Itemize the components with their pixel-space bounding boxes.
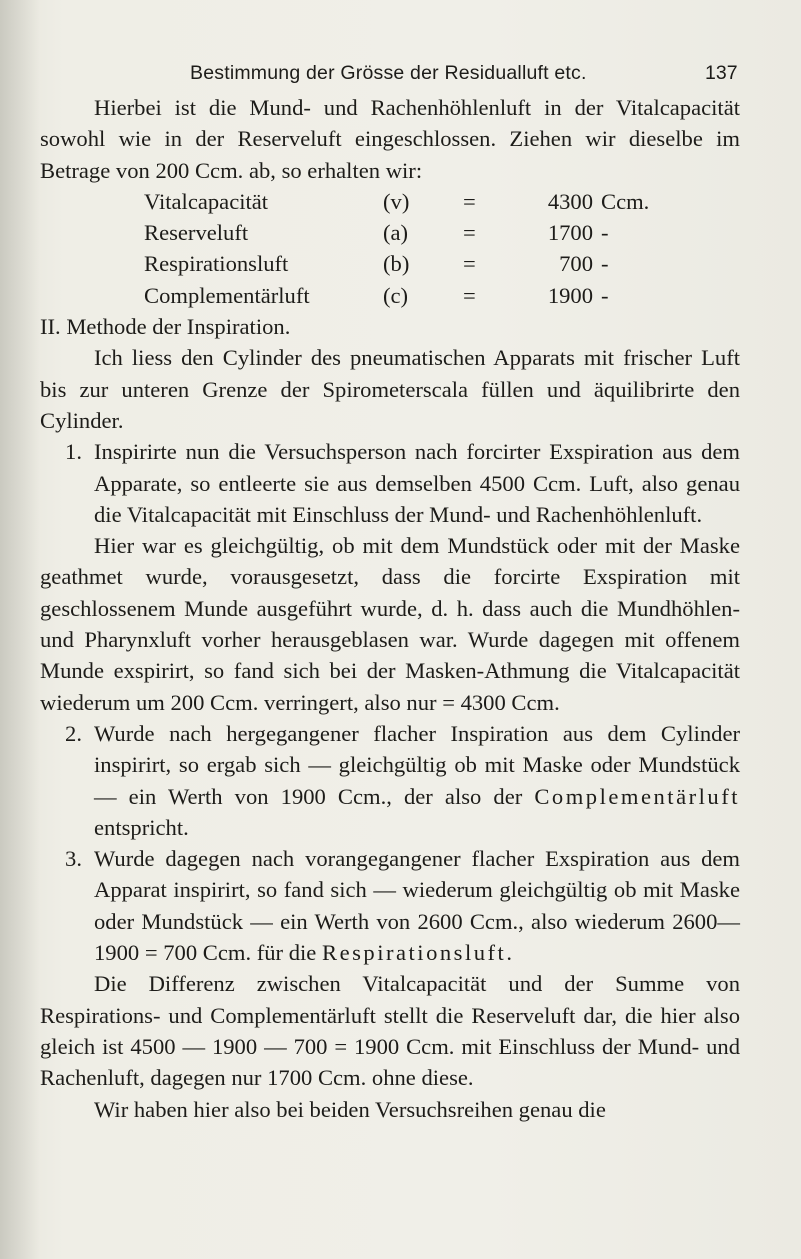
quantity-symbol: (a) <box>383 220 409 246</box>
item-number: 2. <box>65 720 82 746</box>
quantity-unit: - <box>601 251 609 277</box>
quantity-value: 1900 <box>547 282 593 308</box>
table-row <box>40 280 740 311</box>
running-title: Bestimmung der Grösse der Residualluft etc. <box>190 62 587 84</box>
item-text <box>94 843 740 968</box>
table-row <box>40 217 740 248</box>
quantity-name: Vitalcapacität <box>144 188 269 214</box>
numbered-item <box>40 718 740 843</box>
quantity-symbol: (b) <box>383 251 410 277</box>
intro-paragraph: Hierbei ist die Mund- und Rachenhöhlenluft in der Vitalcapacität sowohl wie in der Reserveluft eingeschlossen. Ziehen wir dieselbe im Betrage von 200 Ccm. ab, so erhalten wir: <box>40 95 740 183</box>
page-number: 137 <box>705 62 738 84</box>
quantity-name: Complementärluft <box>144 282 310 308</box>
item-text <box>94 718 740 843</box>
numbered-item <box>40 436 740 530</box>
quantity-name: Respirationsluft <box>144 251 289 277</box>
emphasized-term: Respirationsluft. <box>322 940 515 966</box>
numbered-item <box>40 843 740 968</box>
quantity-name: Reserveluft <box>144 220 249 246</box>
difference-paragraph: Die Differenz zwischen Vitalcapacität und der Summe von Respirations- und Complementärluft stellt die Reserveluft dar, die hier also gleich ist 4500 — 1900 — 700 = 1900 Ccm. mit Einschluss der Mund- und Rachenluft, dagegen nur 1700 Ccm. ohne diese. <box>40 971 740 1091</box>
quantity-unit: Ccm. <box>601 188 650 214</box>
quantity-value: 700 <box>559 251 593 277</box>
quantity-unit: - <box>601 220 609 246</box>
values-table <box>40 186 740 311</box>
method-paragraph: Ich liess den Cylinder des pneumatischen Apparats mit frischer Luft bis zur unteren Grenze der Spirometerscala füllen und äquilibrirte den Cylinder. <box>40 345 740 433</box>
item-number: 3. <box>65 846 82 872</box>
page-fold-shadow <box>0 0 40 1259</box>
quantity-symbol: (c) <box>383 282 409 308</box>
equals-sign: = <box>463 251 476 277</box>
item-text-main: Wurde dagegen nach vorangegangener flacher Exspiration aus dem Apparat inspirirt, so fand sich — wiederum gleichgültig ob mit Maske oder Mundstück — ein Werth von 2600 Ccm., also wiederum 2600—1900 = 700 Ccm. für die <box>94 846 740 966</box>
table-row <box>40 186 740 217</box>
equals-sign: = <box>463 188 476 214</box>
quantity-symbol: (v) <box>383 188 410 214</box>
equals-sign: = <box>463 282 476 308</box>
table-row <box>40 248 740 279</box>
item-text: Inspirirte nun die Versuchsperson nach forcirter Exspiration aus dem Apparate, so entleerte sie aus demselben 4500 Ccm. Luft, also genau die Vitalcapacität mit Einschluss der Mund- und Rachenhöhlenluft. <box>94 439 740 527</box>
quantity-value: 1700 <box>547 220 593 246</box>
item-text-main: Wurde nach hergegangener flacher Inspiration aus dem Cylinder inspirirt, so ergab sich — gleichgültig ob mit Maske oder Mundstück — ein Werth von 1900 Ccm., der also der <box>94 720 740 809</box>
mask-paragraph: Hier war es gleichgültig, ob mit dem Mundstück oder mit der Maske geathmet wurde, vorausgesetzt, dass die forcirte Exspiration mit geschlossenem Munde ausgeführt wurde, d. h. dass auch die Mundhöhlen- und Pharynxluft vorher herausgeblasen war. Wurde dagegen mit offenem Munde exspirirt, so fand sich bei der Masken-Athmung die Vitalcapacität wiederum um 200 Ccm. verringert, also nur = 4300 Ccm. <box>40 533 740 715</box>
quantity-value: 4300 <box>547 188 593 214</box>
equals-sign: = <box>463 220 476 246</box>
closing-paragraph: Wir haben hier also bei beiden Versuchsreihen genau die <box>94 1096 606 1122</box>
page-header <box>0 62 801 92</box>
section-heading: II. Methode der Inspiration. <box>40 314 291 340</box>
item-number: 1. <box>65 439 82 465</box>
page-body <box>40 92 740 1125</box>
quantity-unit: - <box>601 282 609 308</box>
emphasized-term: Complementärluft <box>534 783 740 809</box>
item-text-end: entspricht. <box>94 814 189 840</box>
